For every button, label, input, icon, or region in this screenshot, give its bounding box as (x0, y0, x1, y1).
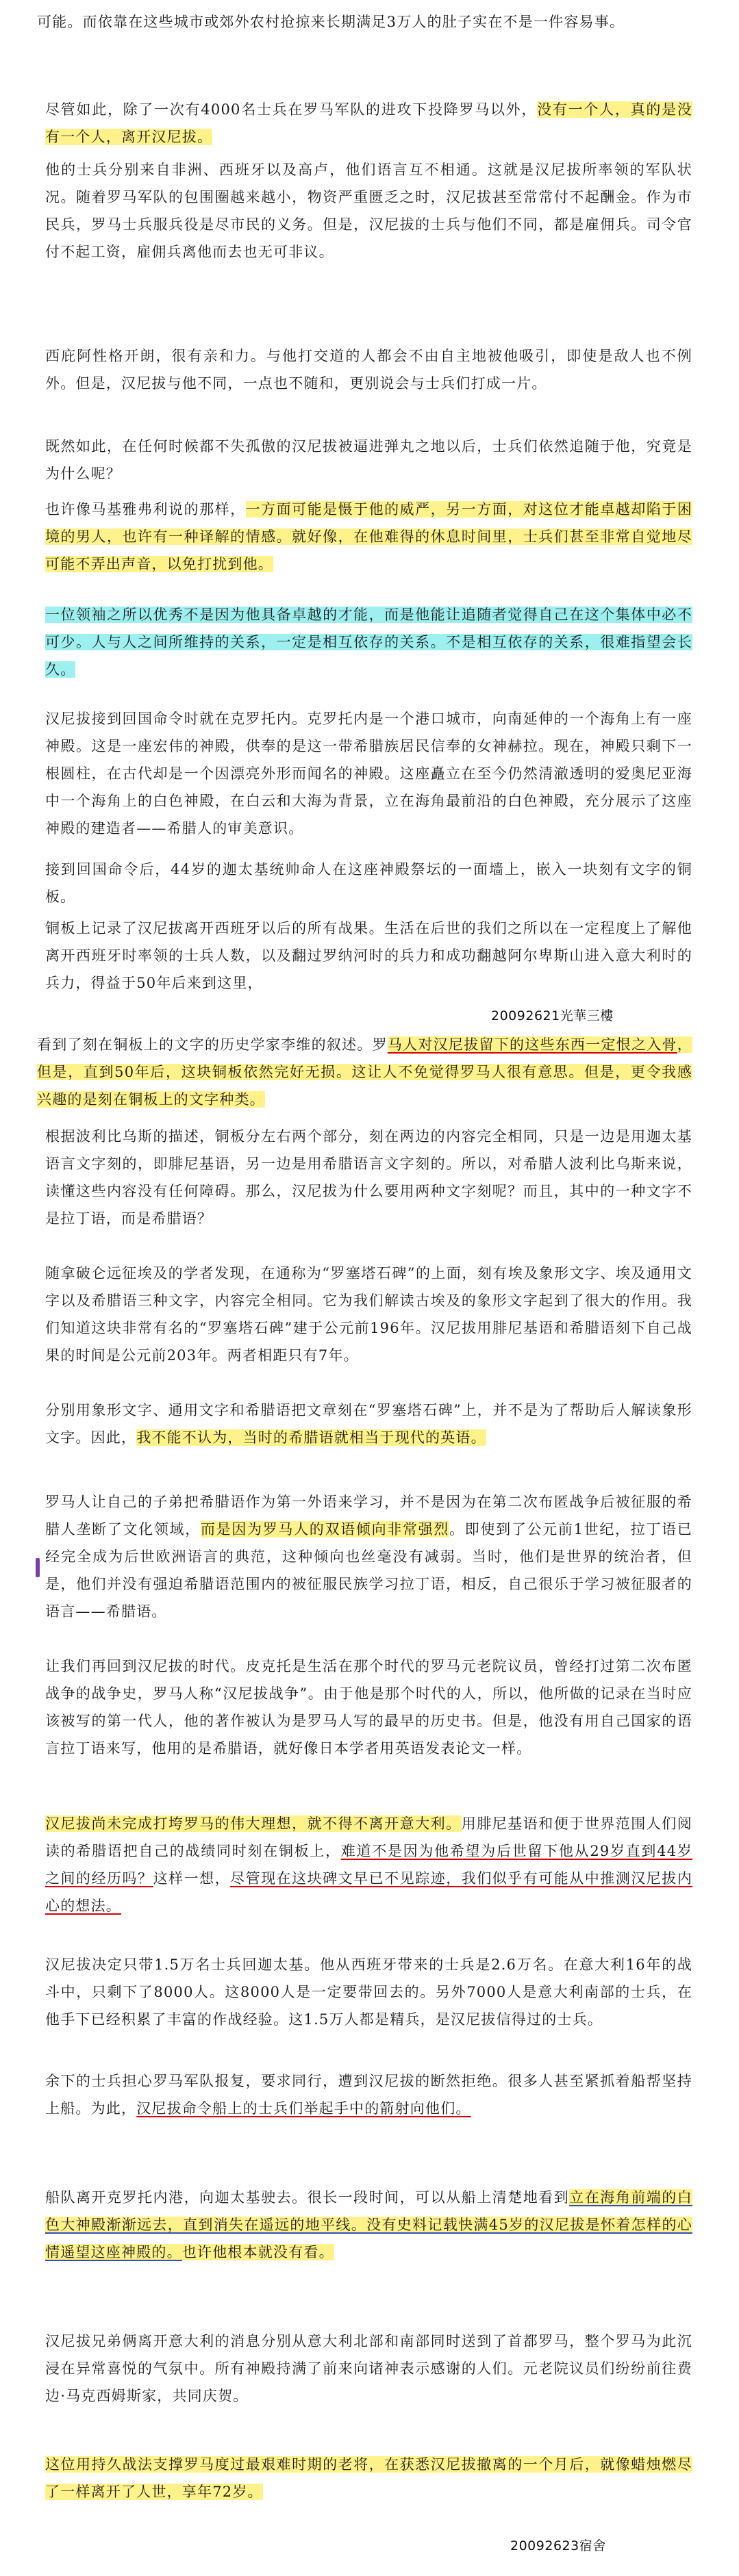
paragraph (45, 2184, 692, 2266)
text-run: 既然如此，在任何时候都不失孤傲的汉尼拔被逼进弹丸之地以后，士兵们依然追随于他，究竟是为什么呢？ (45, 438, 692, 482)
text-run: 。即使到了公元前1世纪，拉丁语已经完全成为后世欧洲语言的典范，这种倾向也丝毫没有减弱。当时，他们是世界的统治者，但是，他们并没有强迫希腊语范围内的被征服民族学习拉丁语，相反，自己很乐于学习被征服者的语言——希腊语。 (45, 1521, 693, 1620)
paragraph (45, 1810, 692, 1920)
paragraph (45, 1397, 692, 1451)
text-run: 余下的士兵担心罗马军队报复，要求同行，遭到汉尼拔的断然拒绝。很多人甚至紧抓着船帮坚持上船。为此， (45, 2073, 692, 2117)
paragraph (45, 342, 692, 397)
text-run: 接到回国命令后，44岁的迦太基统帅命人在这座神殿祭坛的一面墙上，嵌入一块刻有文字的铜板。 (45, 861, 692, 905)
paragraph (45, 915, 692, 997)
highlighted-text: 没有一个人，真的是没有一个人，离开汉尼拔。 (45, 101, 693, 145)
highlighted-text: 汉尼拔命令船上的士兵们举起手中的箭射向他们。 (136, 2100, 471, 2117)
text-run: 分别用象形文字、通用文字和希腊语把文章刻在“罗塞塔石碑”上，并不是为了帮助后人解读象形文字。因此， (45, 1402, 692, 1446)
text-run: 汉尼拔接到回国命令时就在克罗托内。克罗托内是一个港口城市，向南延伸的一个海角上有一座神殿。这是一座宏伟的神殿，供奉的是这一带希腊族居民信奉的女神赫拉。现在，神殿只剩下一根圆柱，在古代却是一个因漂亮外形而闻名的神殿。这座矗立在至今仍然清澈透明的爱奥尼亚海中一个海角上的白色神殿，在白云和大海为背景，立在海角最前沿的白色神殿，充分展示了这座神殿的建造者——希腊人的审美意识。 (45, 711, 692, 837)
handwritten-note: 20092623宿舍 (510, 2538, 606, 2553)
paragraph (37, 8, 692, 36)
text-run: 随拿破仑远征埃及的学者发现，在通称为“罗塞塔石碑”的上面，刻有埃及象形文字、埃及通用文字以及希腊语三种文字，内容完全相同。它为我们解读古埃及的象形文字起到了很大的作用。我们知道这块非常有名的“罗塞塔石碑”建于公元前196年。汉尼拔用腓尼基语和希腊语刻下自己战果的时间是公元前203年。两者相距只有7年。 (45, 1265, 692, 1364)
highlighted-text: 立在海角前端的白色大神殿渐渐远去，直到消失在遥远的地平线。没有史料记载快满45岁的汉尼拔是怀着怎样的心情遥望这座神殿的。 (45, 2189, 692, 2260)
text-run: 尽管如此，除了一次有4000名士兵在罗马军队的进攻下投降罗马以外， (45, 101, 538, 118)
paragraph (45, 601, 692, 683)
paragraph (45, 496, 692, 578)
paragraph (45, 1653, 692, 1762)
highlighted-text: ，但是，直到50年后，这块铜板依然完好无损。这让人不免觉得罗马人很有意思。但是，更令我感兴趣的是刻在铜板上的文字种类。 (37, 1036, 692, 1108)
highlighted-text: 也许他根本就没有看。 (181, 2244, 334, 2260)
text-run: 用腓尼基语和便于世界范围人们阅读的希腊语把自己的战绩同时刻在铜板上， (45, 1815, 693, 1859)
text-run: 根据波利比乌斯的描述，铜板分左右两个部分，刻在两边的内容完全相同，只是一边是用迦太基语言文字刻的，即腓尼基语，另一边是用希腊语言文字刻的。所以，对希腊人波利比乌斯来说，读懂这些内容没有任何障碍。那么，汉尼拔为什么要用两种文字刻呢？而且，其中的一种文字不是拉丁语，而是希腊语？ (45, 1128, 692, 1227)
text-run: 罗马人让自己的子弟把希腊语作为第一外语来学习，并不是因为在第二次布匿战争后被征服的希腊人垄断了文化领域， (45, 1494, 692, 1538)
text-run: 可能。而依靠在这些城市或郊外农村抢掠来长期满足3万人的肚子实在不是一件容易事。 (37, 14, 625, 30)
paragraph (45, 1260, 692, 1369)
text-run: 看到了刻在铜板上的文字的历史学家李维的叙述。罗 (37, 1036, 388, 1053)
paragraph (45, 96, 692, 151)
highlighted-text: 汉尼拔尚未完成打垮罗马的伟大理想，就不得不离开意大利。 (45, 1815, 462, 1832)
paragraph (45, 856, 692, 910)
paragraph (45, 156, 692, 266)
text-run: 也许像马基雅弗利说的那样， (45, 501, 246, 518)
paragraph (45, 1123, 692, 1232)
paragraph (45, 2067, 692, 2122)
paragraph (45, 2451, 692, 2505)
text-run: 汉尼拔兄弟俩离开意大利的消息分别从意大利北部和南部同时送到了首都罗马，整个罗马为此沉浸在异常喜悦的气氛中。所有神殿持满了前来向诸神表示感谢的人们。元老院议员们纷纷前往费边·马克西姆斯家，共同庆贺。 (45, 2333, 692, 2404)
highlighted-text: 这位用持久战法支撑罗马度过最艰难时期的老将，在获悉汉尼拔撤离的一个月后，就像蜡烛燃尽了一样离开了人世，享年72岁。 (45, 2456, 692, 2500)
highlighted-text: 尽管现在这块碑文早已不见踪迹，我们似乎有可能从中推测汉尼拔内心的想法。 (45, 1870, 693, 1914)
handwritten-note: 20092621光華三樓 (491, 1008, 614, 1023)
text-run: 船队离开克罗托内港，向迦太基驶去。很长一段时间，可以从船上清楚地看到 (45, 2189, 570, 2206)
paragraph (37, 1031, 692, 1113)
paragraph (45, 1488, 692, 1625)
paragraph (45, 2328, 692, 2410)
text-run: 铜板上记录了汉尼拔离开西班牙以后的所有战果。生活在后世的我们之所以在一定程度上了解他离开西班牙时率领的士兵人数，以及翻过罗纳河时的兵力和成功翻越阿尔卑斯山进入意大利时的兵力，得益于50年后来到这里， (45, 920, 692, 991)
text-run: 汉尼拔决定只带1.5万名士兵回迦太基。他从西班牙带来的士兵是2.6万名。在意大利16年的战斗中，只剩下了8000人。这8000人是一定要带回去的。另外7000人是意大利南部的士兵，在他手下已经积累了丰富的作战经验。这1.5万人都是精兵，是汉尼拔信得过的士兵。 (45, 1956, 692, 2028)
highlighted-text: 难道不是因为他希望为后世留下他从29岁直到44岁之间的经历吗？ (45, 1843, 692, 1887)
paragraph (45, 433, 692, 487)
text-run: 这样一想， (153, 1870, 231, 1887)
highlighted-text: 一方面可能是慑于他的威严，另一方面，对这位才能卓越却陷于困境的男人，也许有一种译解的情感。就好像，在他难得的休息时间里，士兵们甚至非常自觉地尽可能不弄出声音，以免打扰到他。 (45, 501, 692, 572)
highlighted-text: 一位领袖之所以优秀不是因为他具备卓越的才能，而是他能让追随者觉得自己在这个集体中必不可少。人与人之间所维持的关系，一定是相互依存的关系。不是相互依存的关系，很难指望会长久。 (45, 607, 692, 678)
highlighted-text: 我不能不认为，当时的希腊语就相当于现代的英语。 (136, 1429, 486, 1446)
highlighted-text: 马人对汉尼拔留下的这些东西一定恨之入骨 (387, 1036, 677, 1053)
margin-mark (36, 1558, 40, 1577)
text-run: 他的士兵分别来自非洲、西班牙以及高卢，他们语言互不相通。这就是汉尼拔所率领的军队状况。随着罗马军队的包围圈越来越小，物资严重匮乏之时，汉尼拔甚至常常付不起酬金。作为市民兵，罗马士兵服兵役是尽市民的义务。但是，汉尼拔的士兵与他们不同，都是雇佣兵。司令官付不起工资，雇佣兵离他而去也无可非议。 (45, 162, 692, 260)
paragraph (45, 1951, 692, 2033)
paragraph (45, 705, 692, 842)
text-run: 让我们再回到汉尼拔的时代。皮克托是生活在那个时代的罗马元老院议员，曾经打过第二次布匿战争的战争史，罗马人称“汉尼拔战争”。由于他是那个时代的人，所以，他所做的记录在当时应该被写的第一代人，他的著作被认为是罗马人写的最早的历史书。但是，他没有用自己国家的语言拉丁语来写，他用的是希腊语，就好像日本学者用英语发表论文一样。 (45, 1658, 692, 1757)
text-run: 西庇阿性格开朗，很有亲和力。与他打交道的人都会不由自主地被他吸引，即使是敌人也不例外。但是，汉尼拔与他不同，一点也不随和，更别说会与士兵们打成一片。 (45, 348, 692, 392)
highlighted-text: 而是因为罗马人的双语倾向非常强烈 (200, 1521, 450, 1538)
